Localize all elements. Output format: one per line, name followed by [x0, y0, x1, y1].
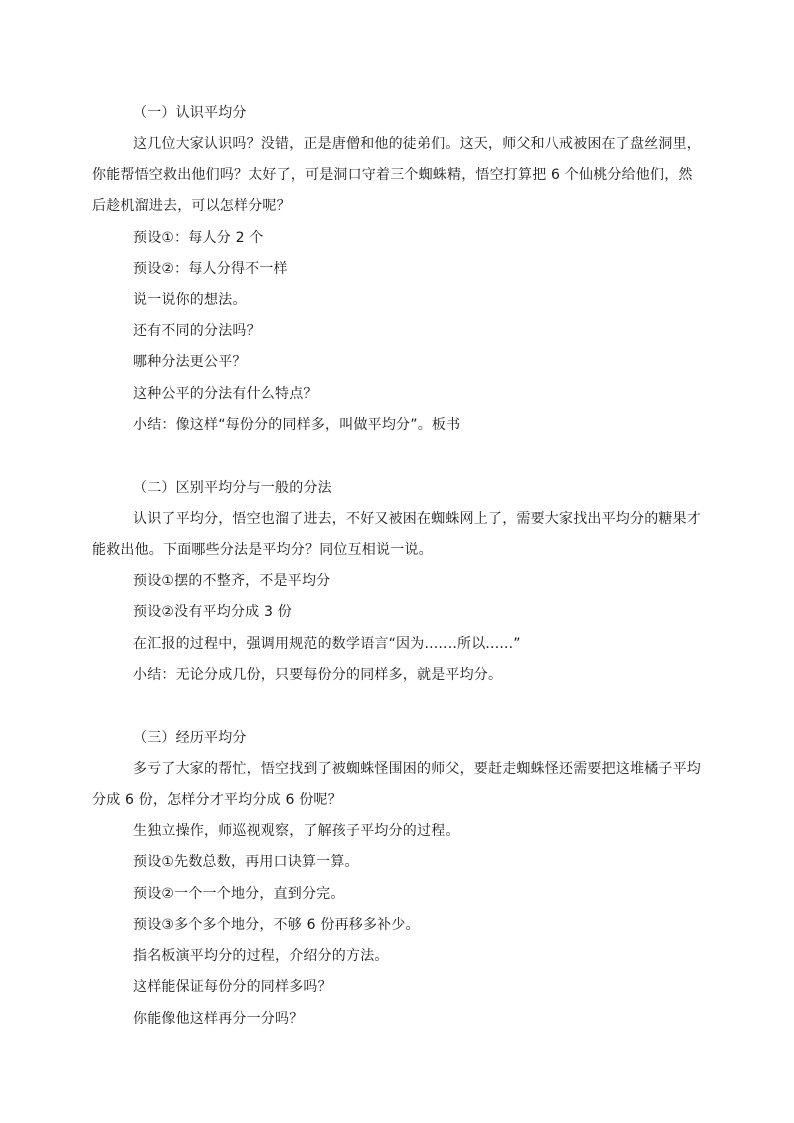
preset-line: 预设①先数总数，再用口诀算一算。 — [133, 854, 359, 870]
paragraph-line: 分成 6 份，怎样分才平均分成 6 份呢？ — [92, 792, 342, 808]
text-line: 还有不同的分法吗？ — [133, 323, 261, 339]
preset-line: 预设②没有平均分成 3 份 — [133, 604, 292, 620]
preset-line: 预设②一个一个地分，直到分完。 — [133, 886, 345, 902]
summary-line: 小结：像这样“每份分的同样多，叫做平均分”。板书 — [133, 417, 461, 433]
paragraph-line: 后趁机溜进去，可以怎样分呢？ — [92, 198, 291, 214]
summary-line: 小结：无论分成几份，只要每份分的同样多，就是平均分。 — [133, 667, 503, 683]
paragraph-line: 认识了平均分，悟空也溜了进去，不好又被困在蜘蛛网上了，需要大家找出平均分的糖果才 — [133, 511, 701, 527]
section-heading: （一）认识平均分 — [133, 105, 247, 121]
text-line: 说一说你的想法。 — [133, 292, 247, 308]
text-line: 指名板演平均分的过程，介绍分的方法。 — [133, 948, 389, 964]
text-line: 生独立操作，师巡视观察，了解孩子平均分的过程。 — [133, 823, 460, 839]
section-heading: （三）经历平均分 — [133, 730, 247, 746]
preset-line: 预设①摆的不整齐，不是平均分 — [133, 573, 331, 589]
text-line: 这种公平的分法有什么特点？ — [133, 386, 318, 402]
preset-line: 预设①：每人分 2 个 — [133, 230, 264, 246]
preset-line: 预设②：每人分得不一样 — [133, 261, 288, 277]
text-line: 在汇报的过程中，强调用规范的数学语言“因为.......所以......” — [133, 636, 521, 652]
paragraph-line: 你能帮悟空救出他们吗？太好了，可是洞口守着三个蜘蛛精，悟空打算把 6 个仙桃分给他们，然 — [92, 167, 693, 183]
text-line: 你能像他这样再分一分吗？ — [133, 1011, 304, 1027]
paragraph-line: 这几位大家认识吗？没错，正是唐僧和他的徒弟们。这天，师父和八戒被困在了盘丝洞里， — [133, 136, 701, 152]
paragraph-line: 多亏了大家的帮忙，悟空找到了被蜘蛛怪围困的师父，要赶走蜘蛛怪还需要把这堆橘子平均 — [133, 761, 701, 777]
preset-line: 预设③多个多个地分，不够 6 份再移多补少。 — [133, 917, 420, 933]
text-line: 哪种分法更公平？ — [133, 354, 247, 370]
section-heading: （二）区别平均分与一般的分法 — [133, 480, 332, 496]
paragraph-line: 能救出他。下面哪些分法是平均分？同位互相说一说。 — [92, 542, 433, 558]
text-line: 这样能保证每份分的同样多吗？ — [133, 979, 332, 995]
